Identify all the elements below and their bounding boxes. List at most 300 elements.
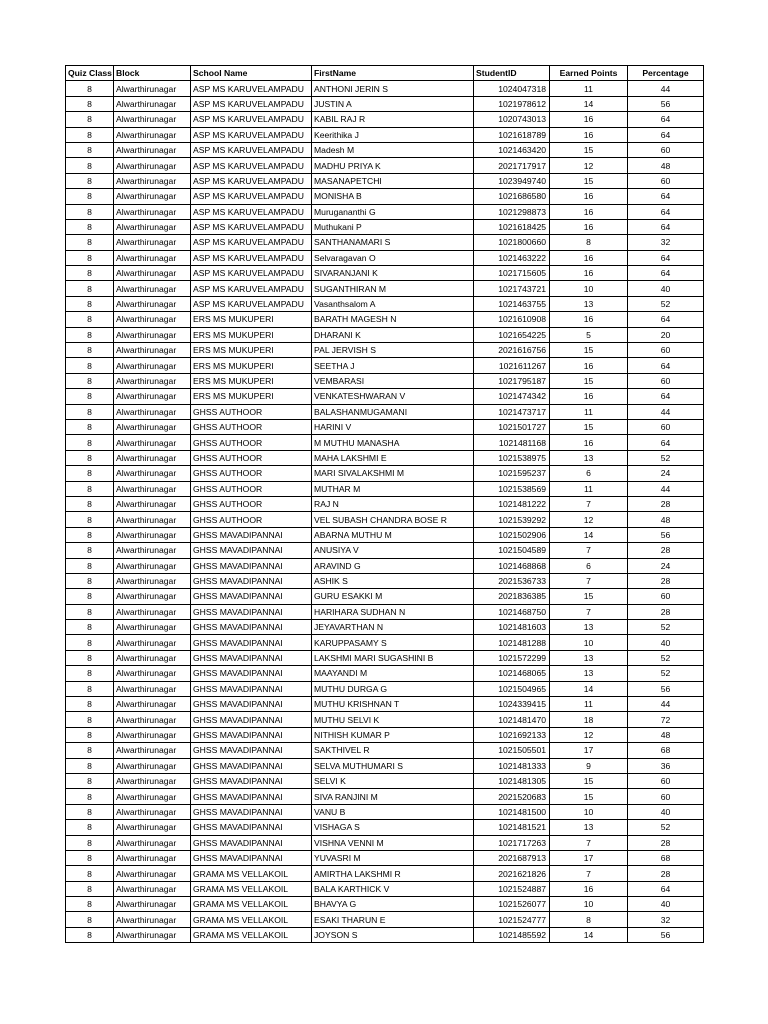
table-row: [66, 296, 704, 311]
cell-school-name: ASP MS KARUVELAMPADU: [191, 96, 312, 111]
cell-quiz-class: 8: [66, 835, 114, 850]
cell-quiz-class: 8: [66, 112, 114, 127]
cell-block: Alwarthirunagar: [114, 173, 191, 188]
results-sheet: [65, 65, 704, 943]
cell-block: Alwarthirunagar: [114, 635, 191, 650]
cell-student-id: 1021795187: [474, 373, 550, 388]
cell-percentage: 32: [628, 235, 704, 250]
cell-first-name: MUTHU DURGA G: [312, 681, 474, 696]
cell-first-name: MUTHU SELVI K: [312, 712, 474, 727]
cell-first-name: SUGANTHIRAN M: [312, 281, 474, 296]
cell-first-name: SELVI K: [312, 773, 474, 788]
cell-first-name: ANUSIYA V: [312, 543, 474, 558]
cell-percentage: 64: [628, 435, 704, 450]
cell-student-id: 1021481288: [474, 635, 550, 650]
cell-student-id: 1021978612: [474, 96, 550, 111]
cell-school-name: ASP MS KARUVELAMPADU: [191, 219, 312, 234]
cell-school-name: GHSS AUTHOOR: [191, 404, 312, 419]
cell-block: Alwarthirunagar: [114, 466, 191, 481]
cell-first-name: MAAYANDI M: [312, 666, 474, 681]
cell-block: Alwarthirunagar: [114, 404, 191, 419]
cell-percentage: 28: [628, 604, 704, 619]
cell-student-id: 2021536733: [474, 573, 550, 588]
cell-block: Alwarthirunagar: [114, 96, 191, 111]
cell-first-name: HARIHARA SUDHAN N: [312, 604, 474, 619]
cell-school-name: GHSS MAVADIPANNAI: [191, 727, 312, 742]
cell-block: Alwarthirunagar: [114, 343, 191, 358]
cell-earned-points: 15: [550, 773, 628, 788]
cell-student-id: 2021520683: [474, 789, 550, 804]
cell-first-name: MUTHU KRISHNAN T: [312, 697, 474, 712]
cell-first-name: ARAVIND G: [312, 558, 474, 573]
cell-first-name: Murugananthi G: [312, 204, 474, 219]
cell-block: Alwarthirunagar: [114, 435, 191, 450]
cell-percentage: 44: [628, 697, 704, 712]
cell-percentage: 36: [628, 758, 704, 773]
cell-student-id: 1021538975: [474, 450, 550, 465]
cell-percentage: 64: [628, 389, 704, 404]
cell-percentage: 40: [628, 897, 704, 912]
cell-percentage: 28: [628, 866, 704, 881]
cell-percentage: 64: [628, 112, 704, 127]
cell-quiz-class: 8: [66, 343, 114, 358]
table-row: [66, 850, 704, 865]
cell-student-id: 1021505501: [474, 743, 550, 758]
cell-school-name: GHSS AUTHOOR: [191, 419, 312, 434]
cell-earned-points: 18: [550, 712, 628, 727]
cell-earned-points: 13: [550, 296, 628, 311]
cell-student-id: 1021610908: [474, 312, 550, 327]
cell-first-name: MAHA LAKSHMI E: [312, 450, 474, 465]
cell-school-name: GRAMA MS VELLAKOIL: [191, 897, 312, 912]
cell-percentage: 32: [628, 912, 704, 927]
table-row: [66, 773, 704, 788]
cell-quiz-class: 8: [66, 666, 114, 681]
cell-percentage: 56: [628, 96, 704, 111]
cell-school-name: GHSS MAVADIPANNAI: [191, 635, 312, 650]
cell-school-name: GHSS MAVADIPANNAI: [191, 789, 312, 804]
cell-block: Alwarthirunagar: [114, 81, 191, 96]
cell-earned-points: 13: [550, 820, 628, 835]
cell-earned-points: 13: [550, 450, 628, 465]
cell-earned-points: 7: [550, 543, 628, 558]
cell-school-name: GHSS MAVADIPANNAI: [191, 850, 312, 865]
cell-student-id: 1021481168: [474, 435, 550, 450]
cell-student-id: 1021611267: [474, 358, 550, 373]
cell-first-name: LAKSHMI MARI SUGASHINI B: [312, 650, 474, 665]
cell-earned-points: 12: [550, 158, 628, 173]
cell-earned-points: 11: [550, 404, 628, 419]
cell-quiz-class: 8: [66, 927, 114, 942]
table-row: [66, 558, 704, 573]
cell-school-name: ASP MS KARUVELAMPADU: [191, 189, 312, 204]
cell-student-id: 1021502906: [474, 527, 550, 542]
cell-earned-points: 11: [550, 481, 628, 496]
results-table: [65, 65, 704, 943]
cell-first-name: VISHNA VENNI M: [312, 835, 474, 850]
cell-block: Alwarthirunagar: [114, 389, 191, 404]
table-row: [66, 527, 704, 542]
cell-first-name: RAJ N: [312, 496, 474, 511]
cell-first-name: Keerithika J: [312, 127, 474, 142]
cell-percentage: 28: [628, 543, 704, 558]
table-row: [66, 235, 704, 250]
cell-quiz-class: 8: [66, 127, 114, 142]
cell-quiz-class: 8: [66, 881, 114, 896]
cell-first-name: Madesh M: [312, 142, 474, 157]
cell-block: Alwarthirunagar: [114, 743, 191, 758]
cell-earned-points: 16: [550, 266, 628, 281]
cell-first-name: NITHISH KUMAR P: [312, 727, 474, 742]
cell-quiz-class: 8: [66, 450, 114, 465]
cell-block: Alwarthirunagar: [114, 204, 191, 219]
cell-block: Alwarthirunagar: [114, 620, 191, 635]
table-row: [66, 820, 704, 835]
cell-first-name: JOYSON S: [312, 927, 474, 942]
cell-percentage: 24: [628, 558, 704, 573]
cell-student-id: 1021463420: [474, 142, 550, 157]
cell-earned-points: 9: [550, 758, 628, 773]
cell-student-id: 2021717917: [474, 158, 550, 173]
cell-school-name: GHSS MAVADIPANNAI: [191, 697, 312, 712]
cell-first-name: VISHAGA S: [312, 820, 474, 835]
cell-percentage: 40: [628, 804, 704, 819]
cell-student-id: 1021481222: [474, 496, 550, 511]
table-row: [66, 343, 704, 358]
cell-school-name: GHSS MAVADIPANNAI: [191, 527, 312, 542]
cell-percentage: 52: [628, 296, 704, 311]
header-percentage: Percentage: [628, 66, 704, 81]
cell-earned-points: 13: [550, 650, 628, 665]
cell-student-id: 1021463755: [474, 296, 550, 311]
table-row: [66, 727, 704, 742]
cell-percentage: 68: [628, 850, 704, 865]
cell-student-id: 1023949740: [474, 173, 550, 188]
cell-student-id: 1024339415: [474, 697, 550, 712]
cell-block: Alwarthirunagar: [114, 327, 191, 342]
cell-earned-points: 16: [550, 112, 628, 127]
cell-school-name: GRAMA MS VELLAKOIL: [191, 912, 312, 927]
cell-quiz-class: 8: [66, 235, 114, 250]
cell-first-name: SAKTHIVEL R: [312, 743, 474, 758]
cell-first-name: VANU B: [312, 804, 474, 819]
table-row: [66, 512, 704, 527]
table-row: [66, 404, 704, 419]
cell-block: Alwarthirunagar: [114, 558, 191, 573]
cell-earned-points: 7: [550, 866, 628, 881]
cell-earned-points: 13: [550, 620, 628, 635]
cell-block: Alwarthirunagar: [114, 450, 191, 465]
cell-percentage: 28: [628, 573, 704, 588]
cell-earned-points: 16: [550, 389, 628, 404]
table-row: [66, 681, 704, 696]
cell-school-name: GRAMA MS VELLAKOIL: [191, 927, 312, 942]
cell-student-id: 1021595237: [474, 466, 550, 481]
cell-school-name: GHSS MAVADIPANNAI: [191, 604, 312, 619]
cell-earned-points: 16: [550, 881, 628, 896]
cell-block: Alwarthirunagar: [114, 881, 191, 896]
table-row: [66, 112, 704, 127]
cell-first-name: KARUPPASAMY S: [312, 635, 474, 650]
cell-student-id: 2021616756: [474, 343, 550, 358]
cell-quiz-class: 8: [66, 358, 114, 373]
cell-quiz-class: 8: [66, 635, 114, 650]
cell-block: Alwarthirunagar: [114, 820, 191, 835]
cell-school-name: GHSS AUTHOOR: [191, 512, 312, 527]
cell-earned-points: 14: [550, 96, 628, 111]
table-row: [66, 758, 704, 773]
cell-student-id: 1021468868: [474, 558, 550, 573]
cell-earned-points: 7: [550, 604, 628, 619]
table-row: [66, 173, 704, 188]
cell-school-name: GHSS AUTHOOR: [191, 466, 312, 481]
cell-school-name: ASP MS KARUVELAMPADU: [191, 112, 312, 127]
cell-school-name: GHSS MAVADIPANNAI: [191, 650, 312, 665]
cell-quiz-class: 8: [66, 219, 114, 234]
cell-school-name: GRAMA MS VELLAKOIL: [191, 881, 312, 896]
cell-percentage: 44: [628, 481, 704, 496]
cell-quiz-class: 8: [66, 142, 114, 157]
cell-quiz-class: 8: [66, 697, 114, 712]
cell-student-id: 1021481603: [474, 620, 550, 635]
cell-percentage: 40: [628, 635, 704, 650]
cell-school-name: GHSS MAVADIPANNAI: [191, 835, 312, 850]
cell-school-name: GHSS AUTHOOR: [191, 435, 312, 450]
cell-quiz-class: 8: [66, 650, 114, 665]
table-row: [66, 897, 704, 912]
cell-block: Alwarthirunagar: [114, 296, 191, 311]
cell-first-name: ABARNA MUTHU M: [312, 527, 474, 542]
cell-block: Alwarthirunagar: [114, 189, 191, 204]
cell-block: Alwarthirunagar: [114, 573, 191, 588]
cell-percentage: 56: [628, 527, 704, 542]
table-row: [66, 250, 704, 265]
cell-percentage: 64: [628, 881, 704, 896]
cell-block: Alwarthirunagar: [114, 527, 191, 542]
cell-earned-points: 15: [550, 373, 628, 388]
cell-school-name: ASP MS KARUVELAMPADU: [191, 81, 312, 96]
table-row: [66, 281, 704, 296]
cell-first-name: AMIRTHA LAKSHMI R: [312, 866, 474, 881]
cell-student-id: 1021504589: [474, 543, 550, 558]
cell-percentage: 60: [628, 373, 704, 388]
cell-first-name: VENKATESHWARAN V: [312, 389, 474, 404]
table-row: [66, 496, 704, 511]
cell-quiz-class: 8: [66, 204, 114, 219]
cell-first-name: PAL JERVISH S: [312, 343, 474, 358]
cell-percentage: 56: [628, 681, 704, 696]
table-row: [66, 912, 704, 927]
cell-earned-points: 12: [550, 512, 628, 527]
cell-school-name: GHSS MAVADIPANNAI: [191, 573, 312, 588]
cell-percentage: 56: [628, 927, 704, 942]
cell-earned-points: 15: [550, 343, 628, 358]
cell-school-name: GHSS MAVADIPANNAI: [191, 743, 312, 758]
cell-earned-points: 6: [550, 558, 628, 573]
cell-block: Alwarthirunagar: [114, 697, 191, 712]
cell-percentage: 48: [628, 727, 704, 742]
cell-first-name: ANTHONI JERIN S: [312, 81, 474, 96]
cell-percentage: 64: [628, 266, 704, 281]
cell-earned-points: 12: [550, 727, 628, 742]
cell-school-name: ERS MS MUKUPERI: [191, 312, 312, 327]
table-row: [66, 373, 704, 388]
header-quiz-class: Quiz Class: [66, 66, 114, 81]
table-row: [66, 142, 704, 157]
cell-first-name: VEMBARASI: [312, 373, 474, 388]
cell-earned-points: 16: [550, 435, 628, 450]
cell-student-id: 1021686580: [474, 189, 550, 204]
cell-school-name: GHSS MAVADIPANNAI: [191, 589, 312, 604]
cell-first-name: YUVASRI M: [312, 850, 474, 865]
cell-school-name: GHSS MAVADIPANNAI: [191, 666, 312, 681]
cell-student-id: 1021524887: [474, 881, 550, 896]
cell-quiz-class: 8: [66, 389, 114, 404]
cell-first-name: MARI SIVALAKSHMI M: [312, 466, 474, 481]
cell-student-id: 1021485592: [474, 927, 550, 942]
cell-school-name: ASP MS KARUVELAMPADU: [191, 173, 312, 188]
cell-earned-points: 16: [550, 204, 628, 219]
cell-school-name: GHSS MAVADIPANNAI: [191, 773, 312, 788]
header-first-name: FirstName: [312, 66, 474, 81]
cell-block: Alwarthirunagar: [114, 127, 191, 142]
cell-quiz-class: 8: [66, 820, 114, 835]
cell-quiz-class: 8: [66, 327, 114, 342]
cell-percentage: 44: [628, 81, 704, 96]
cell-block: Alwarthirunagar: [114, 158, 191, 173]
cell-percentage: 44: [628, 404, 704, 419]
cell-school-name: GHSS AUTHOOR: [191, 496, 312, 511]
cell-school-name: ERS MS MUKUPERI: [191, 373, 312, 388]
cell-quiz-class: 8: [66, 81, 114, 96]
cell-school-name: ASP MS KARUVELAMPADU: [191, 281, 312, 296]
cell-first-name: BHAVYA G: [312, 897, 474, 912]
cell-student-id: 1021618789: [474, 127, 550, 142]
cell-student-id: 1021538569: [474, 481, 550, 496]
cell-school-name: ASP MS KARUVELAMPADU: [191, 235, 312, 250]
cell-earned-points: 15: [550, 589, 628, 604]
cell-first-name: JUSTIN A: [312, 96, 474, 111]
cell-percentage: 64: [628, 250, 704, 265]
cell-quiz-class: 8: [66, 266, 114, 281]
cell-first-name: ESAKI THARUN E: [312, 912, 474, 927]
cell-percentage: 64: [628, 204, 704, 219]
cell-percentage: 28: [628, 835, 704, 850]
cell-student-id: 2021836385: [474, 589, 550, 604]
table-row: [66, 650, 704, 665]
cell-earned-points: 10: [550, 897, 628, 912]
cell-earned-points: 15: [550, 419, 628, 434]
cell-earned-points: 10: [550, 804, 628, 819]
cell-quiz-class: 8: [66, 804, 114, 819]
header-earned-points: Earned Points: [550, 66, 628, 81]
cell-earned-points: 14: [550, 927, 628, 942]
cell-quiz-class: 8: [66, 604, 114, 619]
cell-block: Alwarthirunagar: [114, 804, 191, 819]
cell-block: Alwarthirunagar: [114, 773, 191, 788]
cell-first-name: MUTHAR M: [312, 481, 474, 496]
cell-school-name: GHSS MAVADIPANNAI: [191, 712, 312, 727]
cell-block: Alwarthirunagar: [114, 266, 191, 281]
cell-earned-points: 14: [550, 527, 628, 542]
cell-block: Alwarthirunagar: [114, 235, 191, 250]
cell-first-name: Selvaragavan O: [312, 250, 474, 265]
cell-earned-points: 10: [550, 635, 628, 650]
cell-earned-points: 8: [550, 912, 628, 927]
table-row: [66, 358, 704, 373]
cell-first-name: Vasanthsalom A: [312, 296, 474, 311]
cell-quiz-class: 8: [66, 912, 114, 927]
cell-block: Alwarthirunagar: [114, 758, 191, 773]
cell-student-id: 1021481500: [474, 804, 550, 819]
cell-school-name: ASP MS KARUVELAMPADU: [191, 296, 312, 311]
cell-block: Alwarthirunagar: [114, 219, 191, 234]
table-row: [66, 450, 704, 465]
table-row: [66, 804, 704, 819]
cell-student-id: 1021692133: [474, 727, 550, 742]
cell-earned-points: 16: [550, 189, 628, 204]
cell-student-id: 1021618425: [474, 219, 550, 234]
cell-percentage: 20: [628, 327, 704, 342]
cell-first-name: JEYAVARTHAN N: [312, 620, 474, 635]
cell-quiz-class: 8: [66, 496, 114, 511]
cell-percentage: 24: [628, 466, 704, 481]
cell-percentage: 60: [628, 142, 704, 157]
cell-first-name: MONISHA B: [312, 189, 474, 204]
cell-block: Alwarthirunagar: [114, 866, 191, 881]
cell-quiz-class: 8: [66, 573, 114, 588]
cell-block: Alwarthirunagar: [114, 281, 191, 296]
cell-earned-points: 16: [550, 250, 628, 265]
cell-percentage: 60: [628, 343, 704, 358]
cell-first-name: VEL SUBASH CHANDRA BOSE R: [312, 512, 474, 527]
table-row: [66, 481, 704, 496]
table-row: [66, 881, 704, 896]
cell-school-name: GHSS MAVADIPANNAI: [191, 620, 312, 635]
cell-school-name: ASP MS KARUVELAMPADU: [191, 204, 312, 219]
cell-student-id: 1020743013: [474, 112, 550, 127]
cell-block: Alwarthirunagar: [114, 681, 191, 696]
cell-school-name: GHSS AUTHOOR: [191, 450, 312, 465]
cell-first-name: SIVA RANJINI M: [312, 789, 474, 804]
cell-school-name: GHSS MAVADIPANNAI: [191, 558, 312, 573]
cell-percentage: 60: [628, 419, 704, 434]
cell-percentage: 60: [628, 589, 704, 604]
cell-earned-points: 17: [550, 850, 628, 865]
cell-student-id: 1021501727: [474, 419, 550, 434]
cell-school-name: ASP MS KARUVELAMPADU: [191, 127, 312, 142]
table-row: [66, 620, 704, 635]
cell-school-name: ERS MS MUKUPERI: [191, 389, 312, 404]
cell-student-id: 1021539292: [474, 512, 550, 527]
cell-earned-points: 7: [550, 573, 628, 588]
cell-earned-points: 15: [550, 173, 628, 188]
cell-earned-points: 13: [550, 666, 628, 681]
cell-block: Alwarthirunagar: [114, 789, 191, 804]
cell-school-name: ASP MS KARUVELAMPADU: [191, 250, 312, 265]
cell-student-id: 1024047318: [474, 81, 550, 96]
cell-student-id: 1021481470: [474, 712, 550, 727]
cell-quiz-class: 8: [66, 466, 114, 481]
cell-quiz-class: 8: [66, 743, 114, 758]
cell-block: Alwarthirunagar: [114, 512, 191, 527]
cell-quiz-class: 8: [66, 96, 114, 111]
cell-school-name: ERS MS MUKUPERI: [191, 327, 312, 342]
cell-student-id: 1021473717: [474, 404, 550, 419]
cell-student-id: 1021474342: [474, 389, 550, 404]
cell-block: Alwarthirunagar: [114, 312, 191, 327]
cell-percentage: 48: [628, 512, 704, 527]
